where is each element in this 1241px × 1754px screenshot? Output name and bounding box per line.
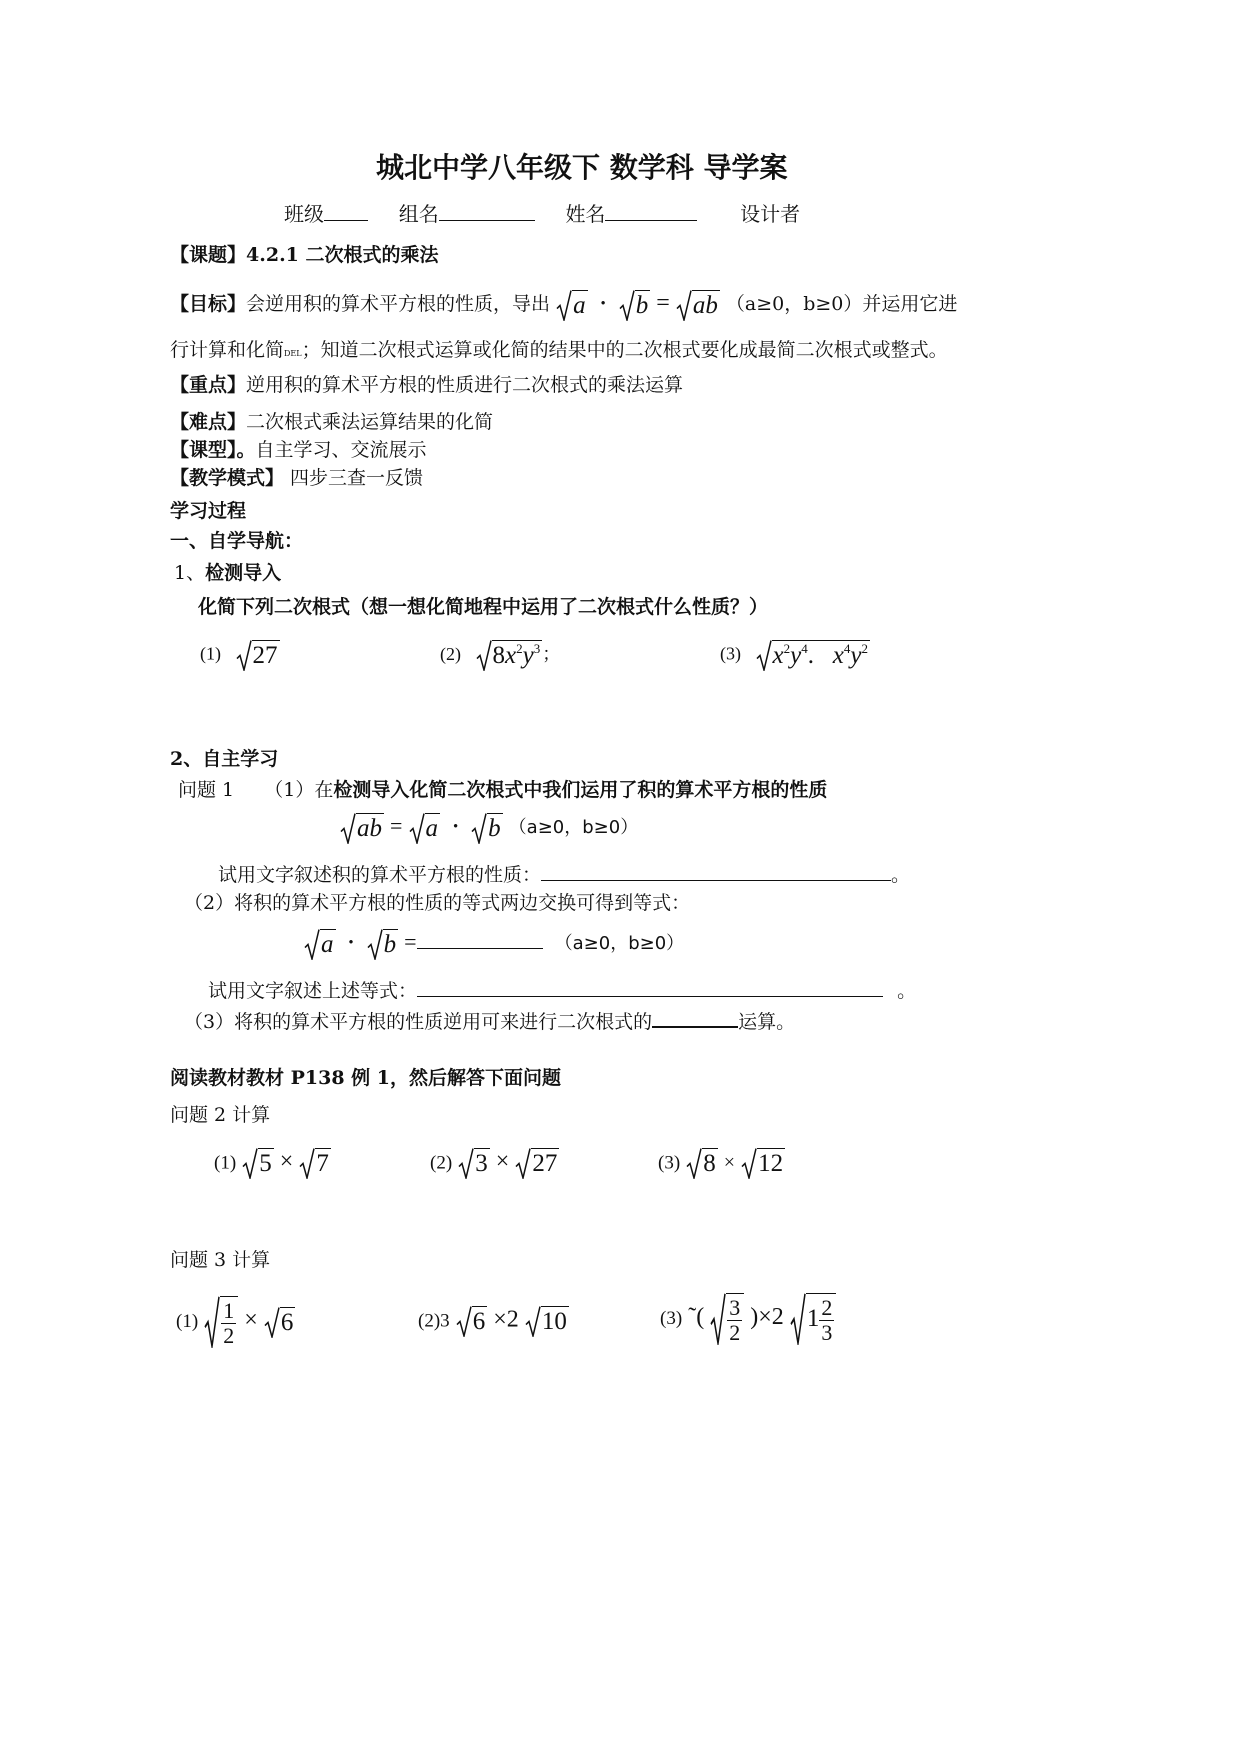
sqrt-b: b (619, 290, 651, 321)
q3-item-1: (1) $\frac{1}{2}$ × 6 (176, 1298, 294, 1348)
q1-part3: （3）将积的算术平方根的性质逆用可来进行二次根式的 运算。 (184, 1006, 795, 1034)
sqrt-a: a (556, 290, 588, 321)
q1-line: 问题 1 （1）在检测导入化简二次根式中我们运用了积的算术平方根的性质 (178, 779, 828, 801)
goal-text-b: （a≥0，b≥0）并运用它进 (725, 293, 958, 315)
sub1-heading: 1、检测导入 (174, 562, 282, 584)
lesson-type: 【课型】。自主学习、交流展示 (170, 439, 427, 461)
q1-part2-formula: a ・ b = （a≥0，b≥0） (304, 928, 684, 960)
goal-line-1: 【目标】会逆用积的算术平方根的性质，导出 a ・ b = ab （a≥0，b≥0）并运用它进 (170, 290, 958, 319)
goal-bracket: 【目标】 (170, 293, 247, 315)
section1-title: 一、自学导航： (170, 530, 304, 552)
del-mark: DEL (284, 349, 302, 358)
topic-line (170, 240, 439, 267)
group-label: 组名 (398, 202, 439, 226)
process-title: 学习过程 (170, 500, 247, 522)
goal-line2: 行计算和化简 (170, 339, 285, 361)
group-field[interactable] (439, 200, 535, 221)
class-field[interactable] (324, 200, 368, 221)
q1-part2-desc: 试用文字叙述上述等式： 。 (208, 976, 916, 1003)
name-field[interactable] (605, 200, 697, 221)
info-row (284, 198, 800, 227)
q3-item-3: (3) ˜( $\frac{3}{2}$ )×2 1 $\frac{2}{3}$ (660, 1293, 836, 1345)
q2-item-3: (3) 8 × 12 (658, 1150, 784, 1177)
goal-line2-rest: ；知道二次根式运算或化简的结果中的二次根式要化成最简二次根式或整式。 (301, 339, 948, 361)
q1-part2-desc-field[interactable] (417, 976, 883, 997)
q1-desc: 试用文字叙述积的算术平方根的性质： 。 (218, 860, 910, 887)
q1-part2-field[interactable] (417, 928, 543, 949)
class-label: 班级 (284, 202, 324, 226)
q2-item-1: (1) 5 × 7 (214, 1148, 329, 1177)
s1-item-3: (3) $x^2y^4$. $x^4y^2$ (720, 641, 868, 669)
section2-title: 2、自主学习 (170, 748, 279, 770)
designer-label: 设计者 (740, 202, 801, 226)
goal-text-a: 会逆用积的算术平方根的性质，导出 (246, 293, 551, 315)
topic-text: 4.2.1 二次根式的乘法 (246, 244, 439, 266)
s1-item-1: (1) 27 (200, 642, 278, 669)
topic-bracket: 【课题】 (170, 244, 247, 266)
reading-title: 阅读教材教材 P138 例 1，然后解答下面问题 (170, 1067, 562, 1089)
q2-item-2: (2) 3 × 27 (430, 1148, 558, 1177)
q1-formula: ab = a ・ b （a≥0，b≥0） (340, 812, 638, 844)
name-label: 姓名 (565, 202, 606, 226)
q2-label: 问题 2 计算 (170, 1104, 271, 1126)
q1-part2: （2）将积的算术平方根的性质的等式两边交换可得到等式： (184, 892, 691, 914)
q3-item-2: (2)3 6 ×2 10 (418, 1306, 567, 1335)
s1-item-2: (2) $8x^2y^3$ ； (440, 641, 561, 670)
goal-line-2 (170, 335, 948, 362)
q1-part3-field[interactable] (652, 1006, 738, 1028)
teaching-mode: 【教学模式】 四步三查一反馈 (170, 467, 424, 489)
q3-label: 问题 3 计算 (170, 1249, 271, 1271)
page-title: 城北中学八年级下 数学科 导学案 (376, 151, 788, 184)
sub1-instruction: 化简下列二次根式（想一想化简地程中运用了二次根式什么性质？） (198, 596, 769, 618)
sqrt-ab: ab (676, 290, 720, 321)
key-point: 【重点】逆用积的算术平方根的性质进行二次根式的乘法运算 (170, 374, 684, 396)
q1-desc-field[interactable] (541, 860, 891, 881)
difficulty: 【难点】二次根式乘法运算结果的化简 (170, 411, 494, 433)
